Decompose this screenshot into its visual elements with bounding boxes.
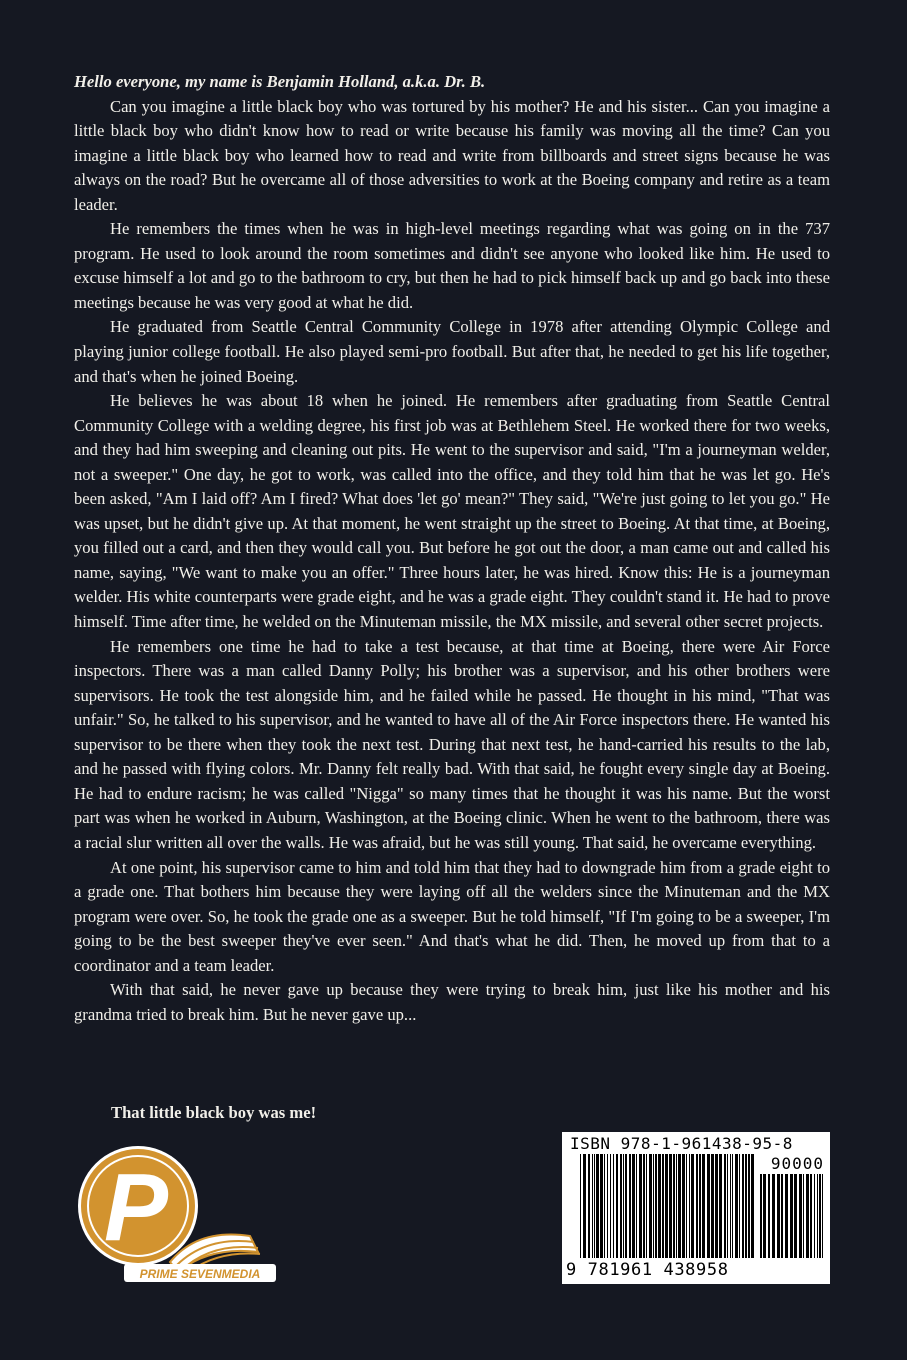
- publisher-logo: [78, 1136, 278, 1286]
- isbn-barcode: [562, 1132, 830, 1284]
- paragraph-7: With that said, he never gave up because they were trying to break him, just like his mother and his grandma tried to break him. But he never gave up...: [74, 980, 830, 1024]
- publisher-name: PRIME SEVENMEDIA: [139, 1267, 261, 1281]
- paragraph-5: He remembers one time he had to take a test because, at that time at Boeing, there were Air Force inspectors. There was a man called Danny Polly; his brother was a supervisor, and his other brothers were supervisors. He took the test alongside him, and he failed while he passed. He thought in his mind, "That was unfair." So, he talked to his supervisor, and he wanted to have all of the Air Force inspectors there. He wanted his supervisor to be there when they took the next test. During that next test, he hand-carried his results to the lab, and he passed with flying colors. Mr. Danny felt really bad. With that said, he fought every single day at Boeing. He had to endure racism; he was called "Nigga" so many times that he thought it was his name. But the worst part was when he worked in Auburn, Washington, at the Boeing clinic. When he went to the bathroom, there was a racial slur written all over the walls. He was afraid, but he was still young. That said, he overcame everything.: [74, 636, 830, 852]
- paragraph-4: He believes he was about 18 when he joined. He remembers after graduating from Seattle Central Community College with a welding degree, his first job was at Bethlehem Steel. He worked there for two weeks, and they had him sweeping and cleaning out pits. He went to the supervisor and said, "I'm a journeyman welder, not a sweeper." One day, he got to work, was called into the office, and they told him that he was let go. He's been asked, "Am I laid off? Am I fired? What does 'let go' mean?" They said, "We're just going to let you go." He was upset, but he didn't give up. At that moment, he went straight up the street to Boeing. At that time, at Boeing, you filled out a card, and then they would call you. But before he got out the door, a man came out and called his name, saying, "We want to make you an offer." Three hours later, he was hired. Know this: He is a journeyman welder. His white counterparts were grade eight, and he was a grade eight. They couldn't stand it. He had to prove himself. Time after time, he welded on the Minuteman missile, the MX missile, and several other secret projects.: [74, 391, 830, 632]
- price-addon: 90000: [770, 1154, 824, 1173]
- logo-letter: P: [103, 1154, 169, 1261]
- barcode-number: 9 781961 438958: [566, 1260, 729, 1280]
- greeting-line: Hello everyone, my name is Benjamin Holland, a.k.a. Dr. B.: [74, 72, 486, 91]
- paragraph-3: He graduated from Seattle Central Community College in 1978 after attending Olympic College and playing junior college football. He also played semi-pro football. But after that, he needed to get his life together, and that's when he joined Boeing.: [74, 317, 830, 386]
- closing-line: That little black boy was me!: [111, 1103, 317, 1122]
- paragraph-2: He remembers the times when he was in high-level meetings regarding what was going on in the 737 program. He used to look around the room sometimes and didn't see anyone who looked like him. He used to excuse himself a lot and go to the bathroom to cry, but then he had to pick himself back up and go back into these meetings because he was very good at what he did.: [74, 219, 830, 312]
- paragraph-6: At one point, his supervisor came to him and told him that they had to downgrade him from a grade eight to a grade one. That bothers him because they were laying off all the welders since the Minuteman and the MX program were over. So, he took the grade one as a sweeper. But he told himself, "If I'm going to be a sweeper, I'm going to be the best sweeper they've ever seen." And that's what he did. Then, he moved up from that to a coordinator and a team leader.: [74, 857, 830, 975]
- paragraph-1: Can you imagine a little black boy who was tortured by his mother? He and his sister... Can you imagine a little black boy who didn't know how to read or write because his family was moving all the time? Can you imagine a little black boy who learned how to read and write from billboards and street signs because he was always on the road? But he overcame all of those adversities to work at the Boeing company and retire as a team leader.: [74, 96, 830, 214]
- isbn-label: ISBN 978-1-961438-95-8: [570, 1134, 793, 1153]
- blurb-text: [74, 70, 830, 1027]
